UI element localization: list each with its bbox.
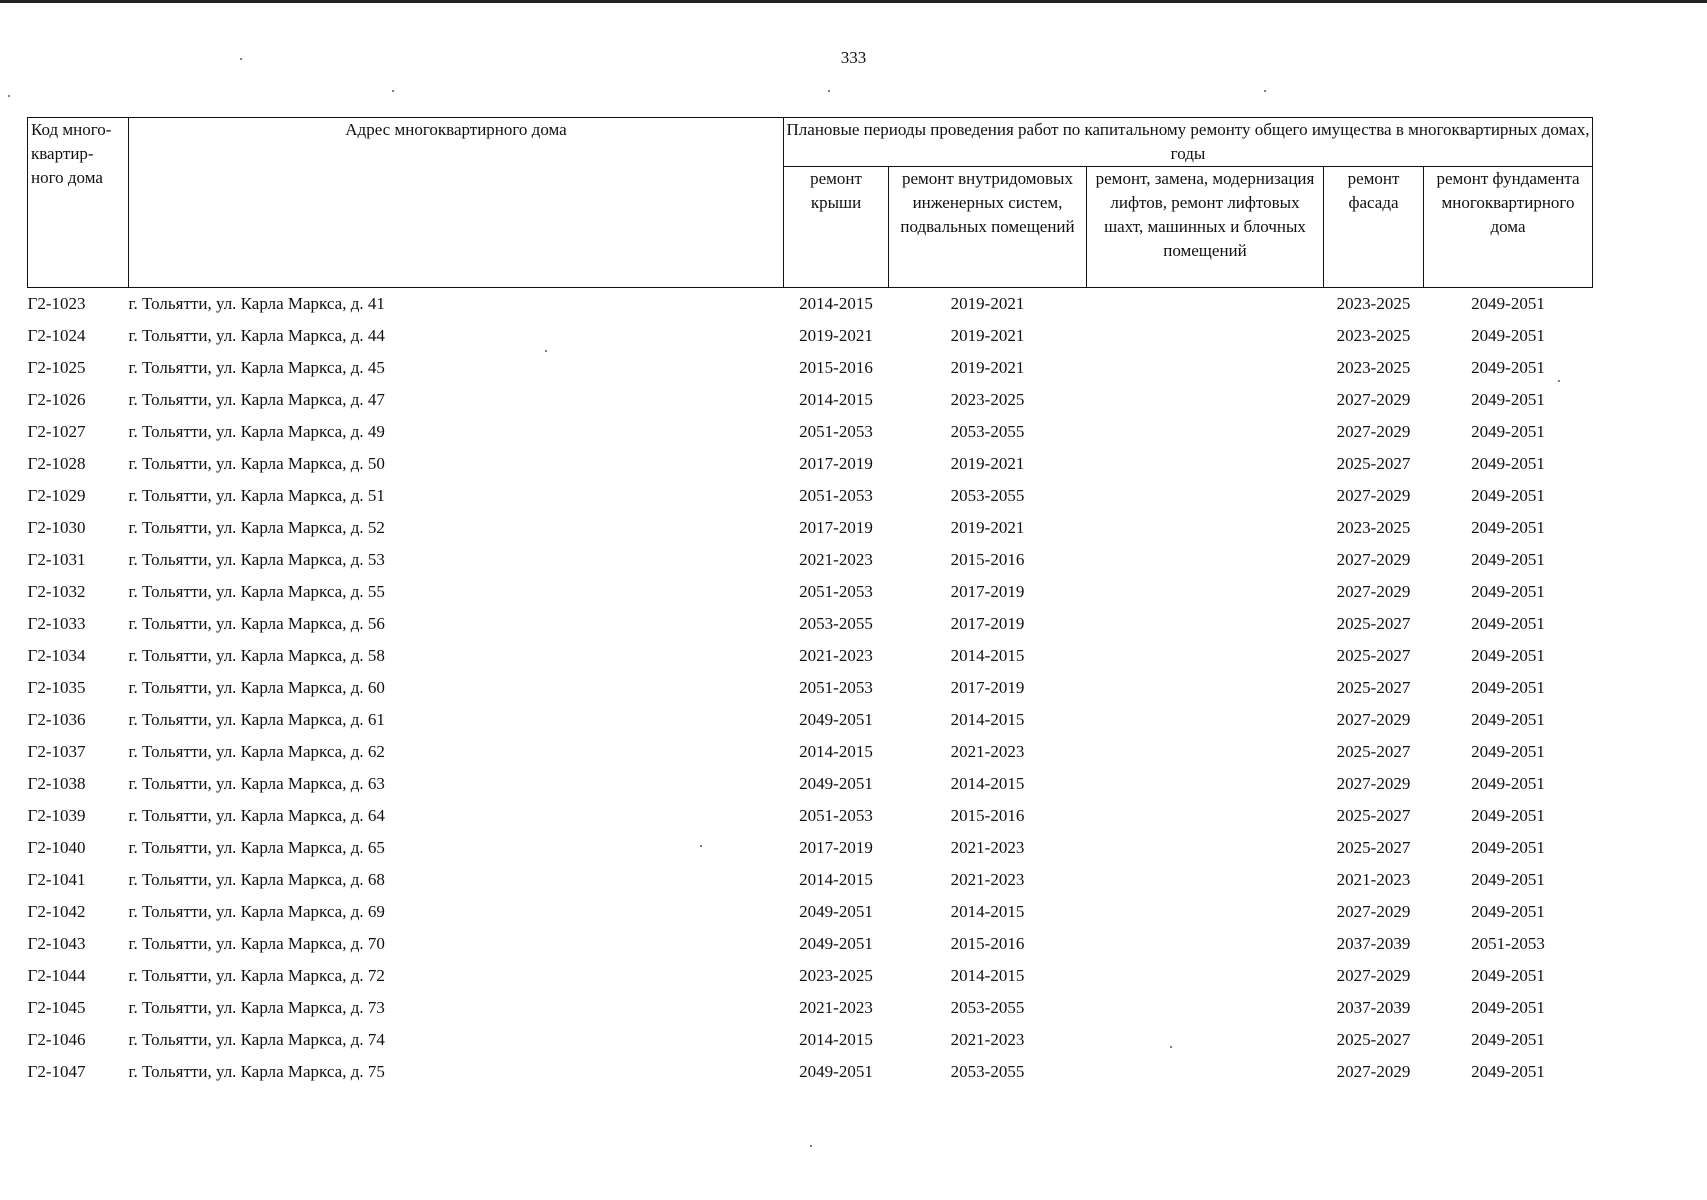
header-lift-repair: ремонт, замена, модернизация лифтов, ремонт лифтовых шахт, машинных и блочных помещений <box>1087 167 1324 288</box>
table-row <box>28 480 1593 512</box>
foundation-repair-period: 2049-2051 <box>1471 806 1545 825</box>
roof-repair-period: 2017-2019 <box>799 454 873 473</box>
facade-repair-period: 2027-2029 <box>1336 710 1411 729</box>
table-row <box>28 320 1593 352</box>
facade-repair-period: 2027-2029 <box>1336 902 1411 921</box>
building-code: Г2-1039 <box>27 806 86 825</box>
table-row <box>28 288 1593 321</box>
table-row <box>28 640 1593 672</box>
roof-repair-period: 2017-2019 <box>799 838 873 857</box>
building-address: г. Тольятти, ул. Карла Маркса, д. 61 <box>128 710 385 729</box>
roof-repair-period: 2051-2053 <box>799 806 873 825</box>
building-address: г. Тольятти, ул. Карла Маркса, д. 74 <box>128 1030 385 1049</box>
engineering-repair-period: 2015-2016 <box>950 806 1025 825</box>
facade-repair-period: 2027-2029 <box>1336 774 1411 793</box>
lift-repair-period <box>1087 960 1324 992</box>
engineering-repair-period: 2021-2023 <box>950 742 1025 761</box>
facade-repair-period: 2027-2029 <box>1336 1062 1411 1081</box>
table-row <box>28 1024 1593 1056</box>
foundation-repair-period: 2049-2051 <box>1471 710 1545 729</box>
engineering-repair-period: 2017-2019 <box>950 678 1025 697</box>
building-address: г. Тольятти, ул. Карла Маркса, д. 55 <box>128 582 385 601</box>
lift-repair-period <box>1087 896 1324 928</box>
table-row <box>28 512 1593 544</box>
facade-repair-period: 2027-2029 <box>1336 550 1411 569</box>
table-row <box>28 672 1593 704</box>
building-code: Г2-1037 <box>27 742 86 761</box>
foundation-repair-period: 2049-2051 <box>1471 358 1545 377</box>
building-code: Г2-1033 <box>27 614 86 633</box>
building-address: г. Тольятти, ул. Карла Маркса, д. 44 <box>128 326 385 345</box>
facade-repair-period: 2027-2029 <box>1336 390 1411 409</box>
roof-repair-period: 2053-2055 <box>799 614 873 633</box>
foundation-repair-period: 2049-2051 <box>1471 1030 1545 1049</box>
lift-repair-period <box>1087 832 1324 864</box>
header-roof-repair: ремонт крыши <box>784 167 889 288</box>
facade-repair-period: 2025-2027 <box>1336 678 1411 697</box>
foundation-repair-period: 2049-2051 <box>1471 742 1545 761</box>
engineering-repair-period: 2023-2025 <box>950 390 1025 409</box>
table-body <box>28 288 1593 1089</box>
building-code: Г2-1047 <box>27 1062 86 1081</box>
lift-repair-period <box>1087 320 1324 352</box>
engineering-repair-period: 2021-2023 <box>950 838 1025 857</box>
building-code: Г2-1043 <box>27 934 86 953</box>
foundation-repair-period: 2049-2051 <box>1471 966 1545 985</box>
table-row <box>28 416 1593 448</box>
building-code: Г2-1041 <box>27 870 86 889</box>
facade-repair-period: 2027-2029 <box>1336 422 1411 441</box>
table-row <box>28 864 1593 896</box>
lift-repair-period <box>1087 1056 1324 1088</box>
lift-repair-period <box>1087 672 1324 704</box>
roof-repair-period: 2049-2051 <box>799 774 873 793</box>
engineering-repair-period: 2014-2015 <box>950 646 1025 665</box>
foundation-repair-period: 2049-2051 <box>1471 454 1545 473</box>
foundation-repair-period: 2049-2051 <box>1471 550 1545 569</box>
building-address: г. Тольятти, ул. Карла Маркса, д. 70 <box>128 934 385 953</box>
building-code: Г2-1045 <box>27 998 86 1017</box>
engineering-repair-period: 2053-2055 <box>950 422 1025 441</box>
roof-repair-period: 2051-2053 <box>799 422 873 441</box>
scan-speck <box>828 90 830 92</box>
building-address: г. Тольятти, ул. Карла Маркса, д. 62 <box>128 742 385 761</box>
table-row <box>28 992 1593 1024</box>
building-address: г. Тольятти, ул. Карла Маркса, д. 52 <box>128 518 385 537</box>
lift-repair-period <box>1087 736 1324 768</box>
foundation-repair-period: 2049-2051 <box>1471 998 1545 1017</box>
building-code: Г2-1025 <box>27 358 86 377</box>
facade-repair-period: 2025-2027 <box>1336 614 1411 633</box>
table-row <box>28 736 1593 768</box>
building-address: г. Тольятти, ул. Карла Маркса, д. 51 <box>128 486 385 505</box>
building-address: г. Тольятти, ул. Карла Маркса, д. 41 <box>128 294 385 313</box>
building-code: Г2-1032 <box>27 582 86 601</box>
engineering-repair-period: 2019-2021 <box>950 358 1025 377</box>
engineering-repair-period: 2014-2015 <box>950 710 1025 729</box>
building-code: Г2-1029 <box>27 486 86 505</box>
scan-top-edge <box>0 0 1707 3</box>
table-row <box>28 608 1593 640</box>
facade-repair-period: 2023-2025 <box>1336 518 1411 537</box>
engineering-repair-period: 2014-2015 <box>950 774 1025 793</box>
building-code: Г2-1028 <box>27 454 86 473</box>
engineering-repair-period: 2017-2019 <box>950 582 1025 601</box>
foundation-repair-period: 2049-2051 <box>1471 614 1545 633</box>
scan-speck <box>8 95 10 97</box>
building-code: Г2-1044 <box>27 966 86 985</box>
foundation-repair-period: 2049-2051 <box>1471 486 1545 505</box>
building-code: Г2-1026 <box>27 390 86 409</box>
engineering-repair-period: 2015-2016 <box>950 934 1025 953</box>
header-engineering-systems-repair: ремонт внутридомовых инженерных систем, подвальных помещений <box>889 167 1087 288</box>
building-address: г. Тольятти, ул. Карла Маркса, д. 45 <box>128 358 385 377</box>
foundation-repair-period: 2049-2051 <box>1471 902 1545 921</box>
capital-repair-plan-table <box>27 117 1593 1088</box>
lift-repair-period <box>1087 928 1324 960</box>
lift-repair-period <box>1087 448 1324 480</box>
building-code: Г2-1024 <box>27 326 86 345</box>
roof-repair-period: 2014-2015 <box>799 742 873 761</box>
table-row <box>28 960 1593 992</box>
building-address: г. Тольятти, ул. Карла Маркса, д. 69 <box>128 902 385 921</box>
building-code: Г2-1042 <box>27 902 86 921</box>
foundation-repair-period: 2049-2051 <box>1471 326 1545 345</box>
building-address: г. Тольятти, ул. Карла Маркса, д. 58 <box>128 646 385 665</box>
roof-repair-period: 2051-2053 <box>799 486 873 505</box>
foundation-repair-period: 2049-2051 <box>1471 774 1545 793</box>
facade-repair-period: 2027-2029 <box>1336 582 1411 601</box>
roof-repair-period: 2015-2016 <box>799 358 873 377</box>
table-row <box>28 448 1593 480</box>
foundation-repair-period: 2049-2051 <box>1471 294 1545 313</box>
foundation-repair-period: 2049-2051 <box>1471 678 1545 697</box>
foundation-repair-period: 2049-2051 <box>1471 646 1545 665</box>
engineering-repair-period: 2014-2015 <box>950 966 1025 985</box>
building-code: Г2-1023 <box>27 294 86 313</box>
facade-repair-period: 2037-2039 <box>1336 934 1411 953</box>
roof-repair-period: 2051-2053 <box>799 582 873 601</box>
lift-repair-period <box>1087 576 1324 608</box>
lift-repair-period <box>1087 992 1324 1024</box>
engineering-repair-period: 2053-2055 <box>950 486 1025 505</box>
roof-repair-period: 2049-2051 <box>799 710 873 729</box>
lift-repair-period <box>1087 480 1324 512</box>
facade-repair-period: 2025-2027 <box>1336 838 1411 857</box>
header-facade-repair: ремонт фасада <box>1324 167 1424 288</box>
header-foundation-repair: ремонт фундамента многоквартирного дома <box>1424 167 1593 288</box>
scan-speck <box>1264 90 1266 92</box>
facade-repair-period: 2025-2027 <box>1336 646 1411 665</box>
facade-repair-period: 2037-2039 <box>1336 998 1411 1017</box>
table-row <box>28 800 1593 832</box>
header-planned-periods: Плановые периоды проведения работ по капитальному ремонту общего имущества в многоквартирных домах, годы <box>784 118 1593 167</box>
engineering-repair-period: 2017-2019 <box>950 614 1025 633</box>
building-address: г. Тольятти, ул. Карла Маркса, д. 49 <box>128 422 385 441</box>
facade-repair-period: 2025-2027 <box>1336 742 1411 761</box>
lift-repair-period <box>1087 1024 1324 1056</box>
building-address: г. Тольятти, ул. Карла Маркса, д. 47 <box>128 390 385 409</box>
building-address: г. Тольятти, ул. Карла Маркса, д. 56 <box>128 614 385 633</box>
building-code: Г2-1036 <box>27 710 86 729</box>
engineering-repair-period: 2019-2021 <box>950 294 1025 313</box>
table-row <box>28 768 1593 800</box>
roof-repair-period: 2017-2019 <box>799 518 873 537</box>
table-row <box>28 1056 1593 1088</box>
building-address: г. Тольятти, ул. Карла Маркса, д. 73 <box>128 998 385 1017</box>
facade-repair-period: 2023-2025 <box>1336 358 1411 377</box>
roof-repair-period: 2049-2051 <box>799 934 873 953</box>
lift-repair-period <box>1087 608 1324 640</box>
lift-repair-period <box>1087 544 1324 576</box>
scan-speck <box>240 58 242 60</box>
table-row <box>28 544 1593 576</box>
table-row <box>28 704 1593 736</box>
engineering-repair-period: 2019-2021 <box>950 326 1025 345</box>
building-code: Г2-1034 <box>27 646 86 665</box>
building-address: г. Тольятти, ул. Карла Маркса, д. 50 <box>128 454 385 473</box>
engineering-repair-period: 2053-2055 <box>950 998 1025 1017</box>
table-row <box>28 896 1593 928</box>
building-code: Г2-1030 <box>27 518 86 537</box>
building-address: г. Тольятти, ул. Карла Маркса, д. 72 <box>128 966 385 985</box>
lift-repair-period <box>1087 512 1324 544</box>
facade-repair-period: 2023-2025 <box>1336 294 1411 313</box>
engineering-repair-period: 2015-2016 <box>950 550 1025 569</box>
building-code: Г2-1040 <box>27 838 86 857</box>
facade-repair-period: 2025-2027 <box>1336 454 1411 473</box>
facade-repair-period: 2021-2023 <box>1336 870 1411 889</box>
roof-repair-period: 2019-2021 <box>799 326 873 345</box>
foundation-repair-period: 2049-2051 <box>1471 838 1545 857</box>
engineering-repair-period: 2021-2023 <box>950 1030 1025 1049</box>
table-row <box>28 352 1593 384</box>
building-address: г. Тольятти, ул. Карла Маркса, д. 53 <box>128 550 385 569</box>
foundation-repair-period: 2049-2051 <box>1471 582 1545 601</box>
roof-repair-period: 2049-2051 <box>799 1062 873 1081</box>
engineering-repair-period: 2021-2023 <box>950 870 1025 889</box>
roof-repair-period: 2014-2015 <box>799 294 873 313</box>
table-row <box>28 576 1593 608</box>
facade-repair-period: 2025-2027 <box>1336 1030 1411 1049</box>
lift-repair-period <box>1087 288 1324 321</box>
scan-speck <box>392 90 394 92</box>
roof-repair-period: 2023-2025 <box>799 966 873 985</box>
lift-repair-period <box>1087 640 1324 672</box>
header-building-code: Код много-квартир-ного дома <box>28 118 129 288</box>
building-address: г. Тольятти, ул. Карла Маркса, д. 65 <box>128 838 385 857</box>
lift-repair-period <box>1087 352 1324 384</box>
roof-repair-period: 2014-2015 <box>799 1030 873 1049</box>
engineering-repair-period: 2019-2021 <box>950 518 1025 537</box>
lift-repair-period <box>1087 800 1324 832</box>
roof-repair-period: 2014-2015 <box>799 390 873 409</box>
table-row <box>28 928 1593 960</box>
roof-repair-period: 2014-2015 <box>799 870 873 889</box>
roof-repair-period: 2049-2051 <box>799 902 873 921</box>
lift-repair-period <box>1087 704 1324 736</box>
building-code: Г2-1027 <box>27 422 86 441</box>
engineering-repair-period: 2053-2055 <box>950 1062 1025 1081</box>
foundation-repair-period: 2049-2051 <box>1471 390 1545 409</box>
building-code: Г2-1038 <box>27 774 86 793</box>
facade-repair-period: 2023-2025 <box>1336 326 1411 345</box>
building-address: г. Тольятти, ул. Карла Маркса, д. 64 <box>128 806 385 825</box>
building-code: Г2-1046 <box>27 1030 86 1049</box>
building-code: Г2-1031 <box>27 550 86 569</box>
roof-repair-period: 2051-2053 <box>799 678 873 697</box>
roof-repair-period: 2021-2023 <box>799 550 873 569</box>
table-row <box>28 832 1593 864</box>
roof-repair-period: 2021-2023 <box>799 646 873 665</box>
table-row <box>28 384 1593 416</box>
engineering-repair-period: 2014-2015 <box>950 902 1025 921</box>
roof-repair-period: 2021-2023 <box>799 998 873 1017</box>
building-address: г. Тольятти, ул. Карла Маркса, д. 75 <box>128 1062 385 1081</box>
facade-repair-period: 2027-2029 <box>1336 966 1411 985</box>
lift-repair-period <box>1087 384 1324 416</box>
facade-repair-period: 2027-2029 <box>1336 486 1411 505</box>
engineering-repair-period: 2019-2021 <box>950 454 1025 473</box>
foundation-repair-period: 2049-2051 <box>1471 422 1545 441</box>
building-code: Г2-1035 <box>27 678 86 697</box>
building-address: г. Тольятти, ул. Карла Маркса, д. 68 <box>128 870 385 889</box>
building-address: г. Тольятти, ул. Карла Маркса, д. 60 <box>128 678 385 697</box>
facade-repair-period: 2025-2027 <box>1336 806 1411 825</box>
foundation-repair-period: 2049-2051 <box>1471 1062 1545 1081</box>
foundation-repair-period: 2049-2051 <box>1471 870 1545 889</box>
building-address: г. Тольятти, ул. Карла Маркса, д. 63 <box>128 774 385 793</box>
lift-repair-period <box>1087 416 1324 448</box>
lift-repair-period <box>1087 864 1324 896</box>
foundation-repair-period: 2051-2053 <box>1471 934 1545 953</box>
header-address: Адрес многоквартирного дома <box>129 118 784 288</box>
foundation-repair-period: 2049-2051 <box>1471 518 1545 537</box>
lift-repair-period <box>1087 768 1324 800</box>
page-number: 333 <box>840 48 867 67</box>
scan-speck <box>810 1145 812 1147</box>
